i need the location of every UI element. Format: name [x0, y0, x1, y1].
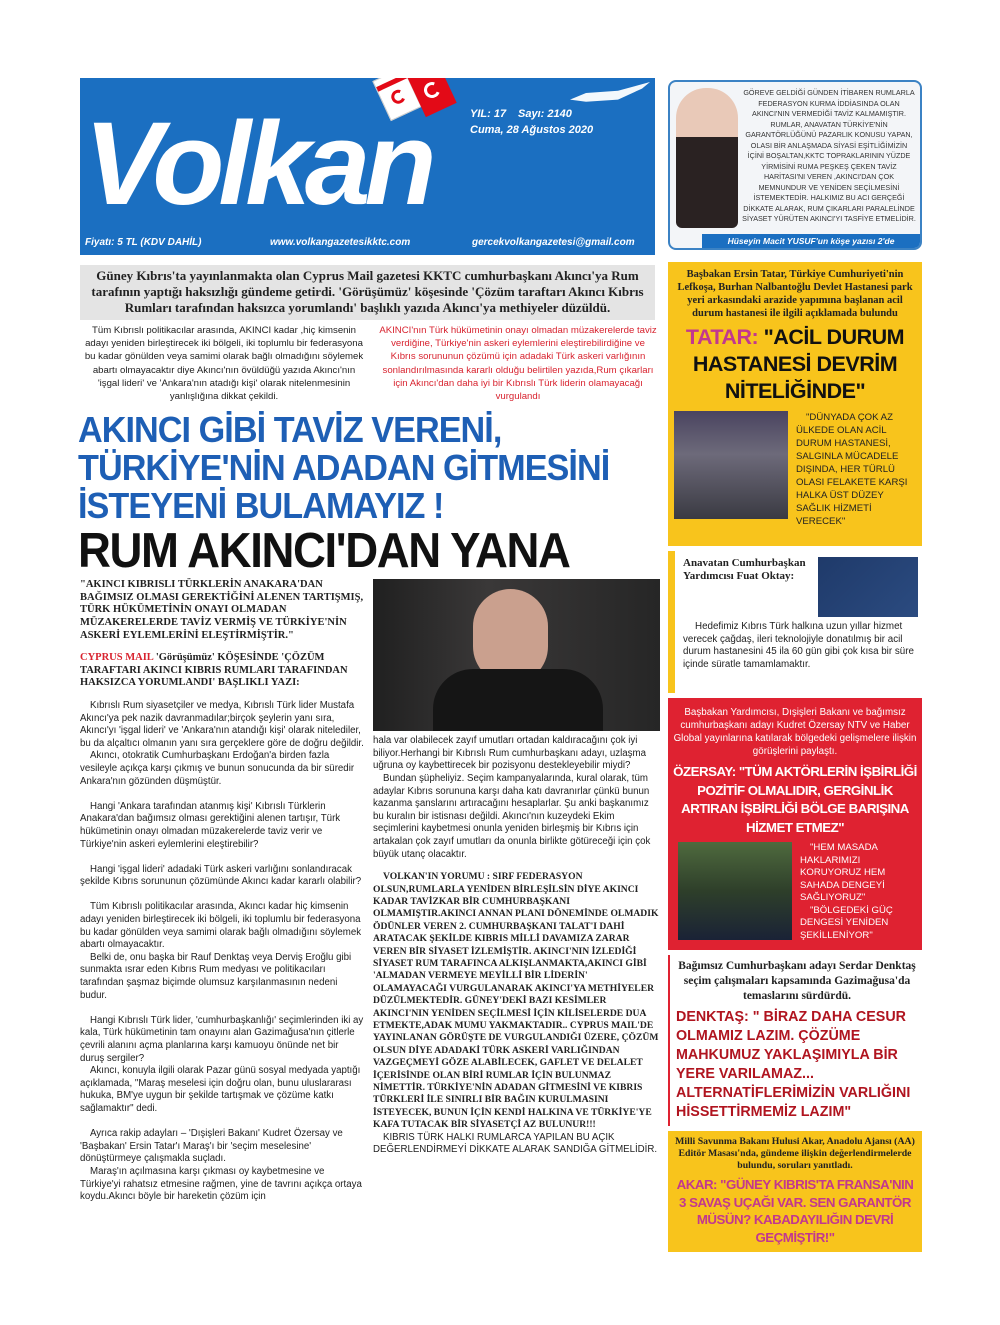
editorial-comment	[373, 871, 660, 1156]
denktas-headline: DENKTAŞ: " BİRAZ DAHA CESUR OLMAMIZ LAZIM. ÇÖZÜME MAHKUMUZ YAKLAŞIMIYLA BİR YERE VARILAMAZ... ALTERNATİFLERİMİZİN VARLIĞINI HİSSETTİRMEMİZ LAZIM"	[676, 1009, 911, 1120]
main-story	[80, 265, 660, 1204]
article-body	[80, 579, 660, 1204]
paragraph: Tüm Kıbrıslı politikacılar arasında, Akıncı kadar hiç kimsenin adayı yeniden birleştirecek iki bölgeli, iki toplumlu bir federasyona bu kadar gönülden veya samimi olarak bağlı olmadığını söylemek abartı olmayacaktır.	[80, 901, 362, 951]
akar-headline: AKAR: "GÜNEY KIBRIS'TA FRANSA'NIN 3 SAVAŞ UÇAĞI VAR. SEN GARANTÖR MÜSÜN? KABADAYILIĞIN DEVRİ GEÇMİŞTİR!"	[676, 1177, 914, 1245]
author-column-link[interactable]: Hüseyin Macit YUSUF'un köşe yazısı 2'de	[702, 234, 920, 248]
tatar-story	[668, 262, 922, 546]
masthead	[80, 78, 655, 255]
headline-line-3: İSTEYENİ BULAMAYIZ !	[78, 485, 444, 527]
akar-story	[668, 1131, 922, 1252]
author-photo	[676, 88, 738, 228]
paragraph: Hangi 'işgal lideri' adadaki Türk askeri varlığını sonlandıracak şekilde Kıbrıs sorununun çözümünde Akıncı kadar kararlı olabilir?	[80, 863, 362, 888]
oktay-title: Anavatan Cumhurbaşkan Yardımcısı Fuat Oktay:	[683, 557, 806, 582]
tatar-quote: "DÜNYADA ÇOK AZ ÜLKEDE OLAN ACİL DURUM HASTANESİ, SALGINLA MÜCADELE DIŞINDA, HER TÜRLÜ OLASI FELAKETE KARŞI HALKA ÜST DÜZEY SAĞLIK HİZMETİ VERECEK"	[796, 412, 908, 527]
oktay-head-row	[683, 557, 918, 617]
source-label: CYPRUS MAIL	[80, 652, 154, 664]
oktay-text: Hedefimiz Kıbrıs Türk halkına uzun yıllar hizmet verecek çağdaş, ileri teknolojiyle donatılmış bir acil durum hastanesini 45 ila 60 gün gibi çok kısa bir süre içinde süratle tamamlamaktır.	[683, 621, 914, 670]
lead-quote-block	[80, 579, 365, 690]
article-right-column	[373, 579, 660, 1204]
tatar-photo-row	[674, 411, 916, 528]
ozersay-story	[668, 698, 922, 950]
denktas-story	[668, 955, 922, 1126]
editorial-closing: KIBRIS TÜRK HALKI RUMLARCA YAPILAN BU AÇIK DEĞERLENDİRMEYİ DİKKATE ALARAK SANDIĞA GİTMELİDİR.	[373, 1131, 658, 1156]
tatar-headline	[674, 324, 916, 405]
ozersay-photo	[678, 842, 792, 940]
tatar-label: TATAR:	[685, 325, 759, 349]
paragraph: Hangi Kıbrıslı Türk lider, 'cumhurbaşkanlığı' seçimlerinden iki ay kala, Türk hükümetinin tam onayını alan Gazimağusa'nın çitlerle çevrili alanını açma planlarına karşı kamuoyu önünde net bir duruş sergiler?	[80, 1014, 364, 1064]
ozersay-quote-2: "BÖLGEDEKİ GÜÇ DENGESİ YENİDEN ŞEKİLLENİYOR"	[800, 904, 893, 941]
tatar-intro: Başbakan Ersin Tatar, Türkiye Cumhuriyeti'nin Lefkoşa, Burhan Nalbantoğlu Devlet Hastanesi park yeri arkasındaki arazide yapımına başlanan acil durum hastanesi ile ilgili açıklamada bulundu	[677, 269, 913, 319]
ozersay-photo-row	[672, 842, 918, 942]
akar-intro: Milli Savunma Bakanı Hulusi Akar, Anadolu Ajansı (AA) Editör Masası'nda, gündeme ilişkin değerlendirmelerde bulundu, soruları yanıtladı.	[675, 1136, 915, 1171]
tatar-headline-text: "ACİL DURUM HASTANESİ DEVRİM NİTELİĞİNDE"	[692, 325, 905, 403]
paragraph: Ayrıca rakip adayları – 'Dışişleri Bakanı' Kudret Özersay ve 'Başbakan' Ersin Tatar'ı Maraş'ı bir 'seçim meselesine' dönüştürmeye çalışmakla suçladı.	[80, 1128, 343, 1165]
article-column-left	[80, 700, 365, 1204]
main-headline: RUM AKINCI'DAN YANA	[78, 524, 570, 579]
subtext-row	[80, 324, 660, 403]
summary-box: Güney Kıbrıs'ta yayınlanmakta olan Cyprus Mail gazetesi KKTC cumhurbaşkanı Akıncı'ya Rum tarafının yaptığı haksızlığı gündeme getirdi. 'Görüşümüz' köşesinde 'Çözüm taraftarı Akıncı Kıbrıs Rumları tarafından haksızca yorumlandı' başlıklı yazıda Akıncı'ya methiyeler düzüldü.	[80, 265, 655, 320]
lead-quote: "AKINCI KIBRISLI TÜRKLERİN ANAKARA'DAN BAĞIMSIZ OLMASI GEREKTİĞİNİ ALENEN TARTIŞMIŞ, TÜRK HÜKÜMETİNİN ONAYI OLMADAN MÜZAKERELERDE TAVİZ VERMİŞ VE TÜRKİYE'NİN ASKERİ EYLEMLERİNİ ELEŞTİRMİŞTİR."	[80, 579, 364, 641]
denktas-intro: Bağımsız Cumhurbaşkanı adayı Serdar Denktaş seçim çalışmaları kapsamında Gazimağusa'da temaslarını sürdürdü.	[678, 960, 916, 1002]
source-line	[80, 652, 365, 690]
website-link[interactable]: www.volkangazetesikktc.com	[270, 237, 411, 248]
subtext-right: AKINCI'nın Türk hükümetinin onayı olmadan müzakerelerde taviz verdiğine, Türkiye'nin askeri eylemlerini eleştirebilirdiğine ve Kıbrıs sorununun çözümü için adadaki Türk askeri varlığının sonlandırılmasında kararlı olduğu belirtilen yazıda,Rum çıkarları için Akıncı'dan daha iyi bir Kıbrıslı Türk liderin olamayacağı vurgulandı	[379, 325, 657, 403]
headline-line-1: AKINCI GİBİ TAVİZ VERENİ,	[78, 409, 502, 451]
suit-shape	[433, 669, 603, 731]
right-column	[668, 262, 922, 1252]
ozersay-quote-1: "HEM MASADA HAKLARIMIZI KORUYORUZ HEM SAHADA DENGEYİ SAĞLIYORUZ"	[800, 842, 886, 903]
cyprus-map-icon	[570, 82, 650, 104]
date: Cuma, 28 Ağustos 2020	[470, 124, 594, 136]
oktay-story	[668, 551, 922, 693]
paragraph: Akıncı, otokratik Cumhurbaşkanı Erdoğan'a birden fazla vesileyle açıkça karşı çıkmış ve bunun sonucunda da bir süredir Ankara'nın gözünden düşmüştür.	[80, 750, 355, 787]
akinci-photo	[373, 579, 660, 731]
headline-line-2: TÜRKİYE'NİN ADADAN GİTMESİNİ	[78, 447, 610, 489]
issue-number: Sayı: 2140	[518, 108, 572, 120]
headline-block	[78, 411, 660, 577]
ozersay-intro: Başbakan Yardımcısı, Dışişleri Bakanı ve bağımsız cumhurbaşkanı adayı Kudret Özersay NTV ve Haber Global yayınlarına katılarak bölgedeki gelişmelere ilişkin görüşlerini paylaştı.	[673, 707, 917, 757]
email-link[interactable]: gercekvolkangazetesi@gmail.com	[472, 237, 635, 248]
subtext-left: Tüm Kıbrıslı politikacılar arasında, AKINCI kadar ,hiç kimsenin adayı yeniden birleştirecek iki bölgeli, iki toplumlu bir federasyona bu kadar gönülden veya samimi olarak bağlı olmadığını söylemek abartı olmayacaktır diye Akıncı'nın övüldüğü yazıda Akıncı'nın 'işgal lideri' ve 'Ankara'nın atadığı kişi' olarak nitelenmesinin yanlışlığına dikkat çekildi.	[84, 325, 364, 403]
author-column-excerpt: GÖREVE GELDİĞİ GÜNDEN İTİBAREN RUMLARLA FEDERASYON KURMA İDDİASINDA OLAN AKINCI'NIN VERMEDİĞİ TAVİZ KALMAMIŞTIR. RUMLAR, ANAVATAN TÜRKİYE'NİN GARANTÖRLÜĞÜNÜ PAZARLIK KONUSU YAPAN, OLASI BİR ANLAŞMADA SİYASİ EŞİTLİĞİMİZİN İÇİNİ BOŞALTAN,KKTC TOPRAKLARININ YÜZDE YİRMİSİNİ RUMA PEŞKEŞ ÇEKEN TAVİZ HARİTASI'NI VEREN ,AKINCI'DAN ÇOK MEMNUNDUR VE YENİDEN SEÇİLMESİNİ İSTEMEKTEDİR. HALKIMIZ BU ACI GERÇEĞİ DİKKATE ALARAK, RUM ÇIKARLARI PARALELİNDE SİYASET YÜRÜTEN AKINCI'YI TASFİYE ETMELİDİR.	[742, 88, 916, 223]
year: YIL: 17	[470, 108, 507, 120]
paragraph: Belki de, onu başka bir Rauf Denktaş veya Derviş Eroğlu gibi sunmakta ısrar eden Kıbrıs Rum medyası ve politikacıları tarafından şaşmaz biçimde olumsuz karşılanmasının nedeni budur.	[80, 951, 352, 1001]
author-column-box	[668, 80, 922, 250]
article-left-column	[80, 579, 365, 1204]
paragraph: Kıbrıslı Rum siyasetçiler ve medya, Kıbrıslı Türk lider Mustafa Akıncı'ya pek nazik davranmadılar;birçok şeylerin yanı sıra, Akıncı'yı 'işgal lideri' ve 'Ankara'nın atandığı kişi' olarak nitelediler, bu da alçaltıcı olmanın yanı sıra gerçeklere göre de doğru değildir.	[80, 699, 364, 749]
price: Fiyatı: 5 TL (KDV DAHİL)	[85, 237, 202, 248]
article-column-right	[373, 735, 660, 861]
paragraph: Akıncı, konuyla ilgili olarak Pazar günü sosyal medyada yaptığı açıklamada, "Maraş meselesi için doğru olan, bunu uluslararası hukuka, BM'ye uygun bir şekilde tartışmak ve çözüme katkı sağlamaktır" dedi.	[80, 1065, 361, 1114]
source-title: 'Görüşümüz' KÖŞESİNDE 'ÇÖZÜM TARAFTARI AKINCI KIBRIS RUMLARI TARAFINDAN HAKSIZCA YORUMLANDI' BAŞLIKLI YAZI:	[80, 652, 348, 689]
logo: Volkan	[84, 98, 431, 230]
editorial-text: VOLKAN'IN YORUMU : SIRF FEDERASYON OLSUN,RUMLARLA YENİDEN BİRLEŞİLSİN DİYE AKINCI KADAR TAVİZKAR BİR CUMHURBAŞKANI OLMAMIŞTIR.AKINCI ANNAN PLANI DÖNEMİNDE OLMADIK ÖDÜNLER VEREN 2. CUMHURBAŞKANI TALAT'I DAHİ ARATACAK ŞEKİLDE KIBRIS MİLLİ DAVAMIZA ZARAR VEREN BİR SİYASET İZLEMİŞTİR. AKINCI'NIN İZLEDİĞİ SİYASET RUM TARAFINCA ALKIŞLANMAKTA,AKINCI GİBİ 'ALMADAN VERMEYE MEYİLLİ BİR LİDERİN' OLAMAYACAĞI VURGULANARAK AKINCI'YA METHİYELER DÜZÜLMEKTEDİR. GÜNEY'DEKİ BAZI KESİMLER AKINCI'NIN YENİDEN SEÇİLMESİ İÇİN KİLİSELERDE DUA ETMEKTE,ADAK MUMU YAKMAKTADIR.. CYPRUS MAIL'DE YAYINLANAN GÖRÜŞTE DE VURGULANDIĞI ÜZERE, ÇÖZÜM OLSUN DİYE ADADAKİ TÜRK ASKERİ VARLIĞINDAN VAZGEÇMEYİ GÖZE ALABİLECEK, GAFLET VE DELALET İÇERİSİNDE OLAN BİRİ RUMLAR İÇİN BULUNMAZ NİMETTİR. TÜRKİYE'NİN ADADAN GİTMESİNİ VE KIBRIS TÜRKLERİ İLE SINIRLI BİR BAĞIN KURULMASINI İSTEYECEK, BUNUN İÇİN KENDİ HALKINA VE TÜRKİYE'YE KAFA TUTACAK BİR SİYASETÇİ AZ BULUNUR!!!	[373, 871, 659, 1131]
oktay-photo	[818, 557, 918, 617]
paragraph: Maraş'ın açılmasına karşı çıkması oy kaybetmesine ve Türkiye'yi rahatsız etmesine rağmen, yine de tavrını açıkça ortaya koydu.Akıncı böyle bir hareketin çözüm için	[80, 1165, 362, 1203]
paragraph: hala var olabilecek zayıf umutları ortadan kaldıracağını çok iyi biliyor.Herhangi bir Kıbrıslı Rum cumhurbaşkanı adayı, uzlaşma uğruna oy kaybettirecek bir pozisyonu destekleyebilir miydi?	[373, 735, 646, 772]
tatar-photo	[674, 411, 788, 519]
author-column-content	[670, 82, 920, 234]
ozersay-quotes	[800, 842, 918, 942]
ozersay-headline: ÖZERSAY: "TÜM AKTÖRLERİN İŞBİRLİĞİ POZİTİF OLMALIDIR, GERGİNLİK ARTIRAN İŞBİRLİĞİ BÖLGE BARIŞINA HİZMET ETMEZ"	[673, 764, 917, 835]
paragraph: Hangi 'Ankara tarafından atanmış kişi' Kıbrıslı Türklerin Anakara'dan bağımsız olması gerektiğini alenen tartışır, Türk hükümetinin onayı olmadan müzakerelerde taviz verir ve Türkiye'nin askeri eylemlerini eleştirebilir?	[80, 800, 341, 850]
paragraph: Bundan şüpheliyiz. Seçim kampanyalarında, kural olarak, tüm adaylar Kıbrıs sorununa karşı daha katı davranırlar çünkü bunun kazanma şanslarını artıracağını hesaplarlar. Şu anki başkanımız bu kuralın bir istisnası değildi. Akıncı'nın kuzeydeki Ekim seçimlerini kaybetmesi onunla yeniden birleşmiş bir Kıbrıs için artakalan çok zayıf umutları da onunla birlikte götüreceği için çok büyük utanç olacaktır.	[373, 773, 651, 860]
